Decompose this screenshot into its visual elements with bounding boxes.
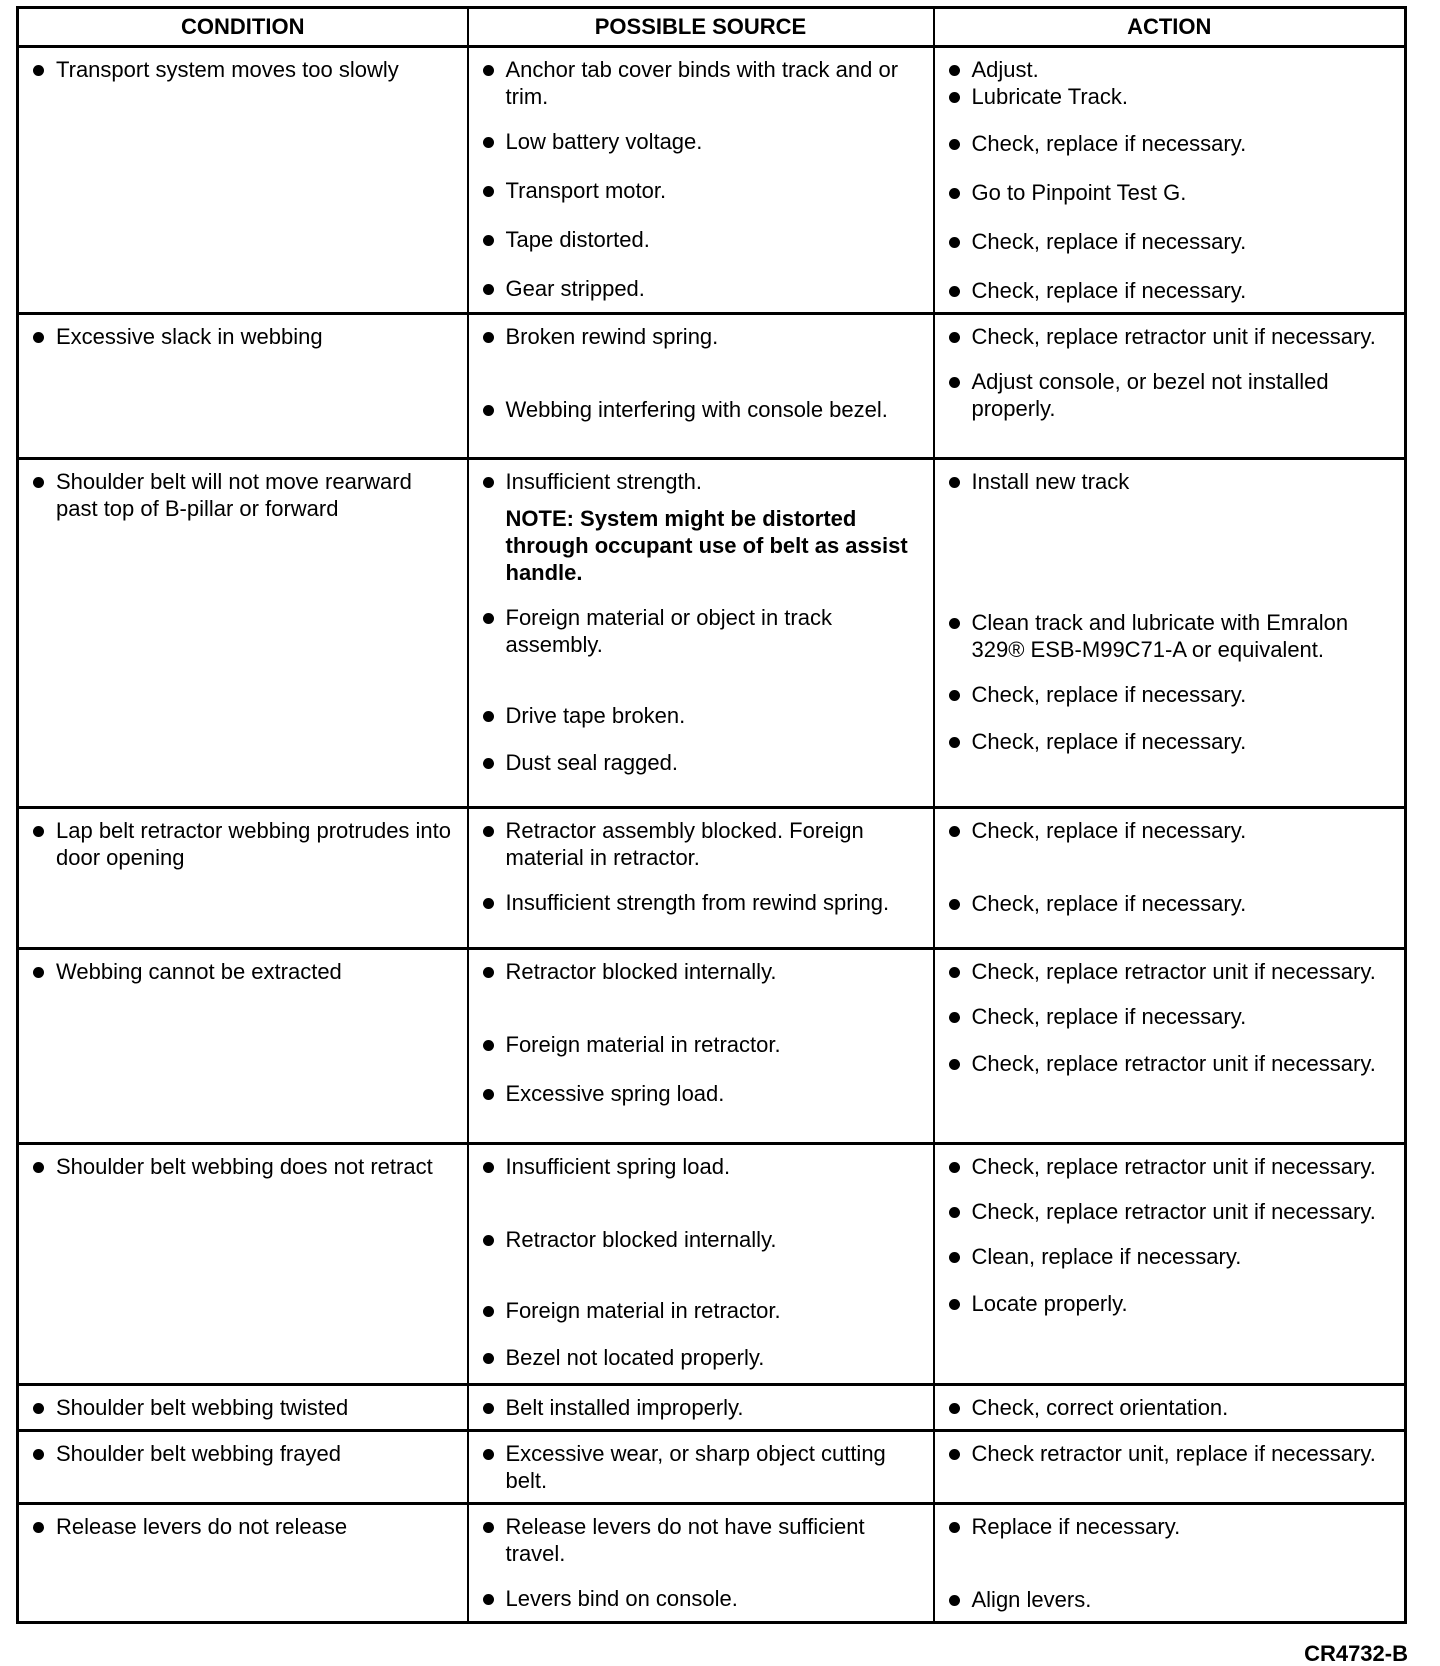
action-item: Check, replace if necessary.: [945, 228, 1397, 255]
source-item: Foreign material in retractor.: [479, 1297, 925, 1324]
action-header: ACTION: [934, 8, 1406, 47]
source-item: Gear stripped.: [479, 275, 925, 302]
action-item: Align levers.: [945, 1586, 1397, 1613]
action-item: Check, replace if necessary.: [945, 890, 1397, 917]
source-item: Excessive wear, or sharp object cutting belt.: [479, 1440, 925, 1494]
action-item: Check, replace retractor unit if necessary.: [945, 1153, 1397, 1180]
source-item: Dust seal ragged.: [479, 749, 925, 776]
source-cell: [468, 314, 934, 459]
table-row: [18, 314, 1406, 459]
action-cell: [934, 1431, 1406, 1504]
action-item: Check, replace if necessary.: [945, 817, 1397, 844]
action-item: Adjust console, or bezel not installed properly.: [945, 368, 1397, 422]
table-row: [18, 1431, 1406, 1504]
source-item: Levers bind on console.: [479, 1585, 925, 1612]
condition-cell: [18, 1431, 468, 1504]
condition-cell: [18, 1385, 468, 1431]
action-item: Install new track: [945, 468, 1397, 495]
action-cell: [934, 47, 1406, 314]
source-item: Webbing interfering with console bezel.: [479, 396, 925, 423]
action-item: Check, replace if necessary.: [945, 1003, 1397, 1030]
source-cell: [468, 949, 934, 1144]
source-item: Broken rewind spring.: [479, 323, 925, 350]
source-cell: [468, 1144, 934, 1385]
table-row: [18, 808, 1406, 949]
action-cell: [934, 314, 1406, 459]
condition-cell: [18, 1144, 468, 1385]
condition-cell: [18, 1504, 468, 1623]
condition-cell: [18, 808, 468, 949]
figure-code: CR4732-B: [1304, 1641, 1408, 1666]
action-item: Check, replace retractor unit if necessary.: [945, 958, 1397, 985]
possible-source-header: POSSIBLE SOURCE: [468, 8, 934, 47]
action-item: Check, replace retractor unit if necessary.: [945, 1198, 1397, 1225]
action-item: Locate properly.: [945, 1290, 1397, 1317]
diagnosis-chart: [16, 6, 1404, 1624]
action-item: Check, correct orientation.: [945, 1394, 1397, 1421]
note-text: NOTE: System might be distorted through occupant use of belt as assist handle.: [505, 506, 908, 585]
source-item: Anchor tab cover binds with track and or trim.: [479, 56, 925, 110]
action-cell: [934, 1504, 1406, 1623]
condition-item: Shoulder belt webbing frayed: [29, 1440, 459, 1467]
source-cell: [468, 1385, 934, 1431]
condition-header: CONDITION: [18, 8, 468, 47]
condition-cell: [18, 949, 468, 1144]
source-item: Insufficient spring load.: [479, 1153, 925, 1180]
source-cell: [468, 1431, 934, 1504]
condition-item: Transport system moves too slowly: [29, 56, 459, 83]
action-item: Check, replace retractor unit if necessary.: [945, 1050, 1397, 1077]
condition-item: Lap belt retractor webbing protrudes into door opening: [29, 817, 459, 871]
source-item: Release levers do not have sufficient travel.: [479, 1513, 925, 1567]
source-item: Foreign material in retractor.: [479, 1031, 925, 1058]
action-item: Adjust.: [945, 56, 1397, 83]
action-item: Check, replace retractor unit if necessary.: [945, 323, 1397, 350]
condition-cell: [18, 47, 468, 314]
table-row: [18, 459, 1406, 808]
action-item: Check, replace if necessary.: [945, 681, 1397, 708]
condition-item: Shoulder belt webbing does not retract: [29, 1153, 459, 1180]
action-item: Go to Pinpoint Test G.: [945, 179, 1397, 206]
source-item: Retractor blocked internally.: [479, 1226, 925, 1253]
action-item: Lubricate Track.: [945, 83, 1397, 110]
action-cell: [934, 949, 1406, 1144]
source-item: Tape distorted.: [479, 226, 925, 253]
source-item: Retractor assembly blocked. Foreign material in retractor.: [479, 817, 925, 871]
action-cell: [934, 808, 1406, 949]
source-item: Drive tape broken.: [479, 702, 925, 729]
source-item: Transport motor.: [479, 177, 925, 204]
condition-item: Webbing cannot be extracted: [29, 958, 459, 985]
action-cell: [934, 1385, 1406, 1431]
condition-item: Excessive slack in webbing: [29, 323, 459, 350]
source-item: Low battery voltage.: [479, 128, 925, 155]
action-cell: [934, 459, 1406, 808]
source-item: Retractor blocked internally.: [479, 958, 925, 985]
source-item: Foreign material or object in track assembly.: [479, 604, 925, 658]
diagnosis-table: [16, 6, 1407, 1624]
action-item: Check retractor unit, replace if necessary.: [945, 1440, 1397, 1467]
source-item: Insufficient strength from rewind spring.: [479, 889, 925, 916]
source-item: Belt installed improperly.: [479, 1394, 925, 1421]
action-item: Check, replace if necessary.: [945, 277, 1397, 304]
header-row: [18, 8, 1406, 47]
source-item: Insufficient strength.: [479, 468, 925, 495]
source-item: Bezel not located properly.: [479, 1344, 925, 1371]
action-item: Clean, replace if necessary.: [945, 1243, 1397, 1270]
source-cell: [468, 47, 934, 314]
action-cell: [934, 1144, 1406, 1385]
condition-item: Shoulder belt will not move rearward past top of B-pillar or forward: [29, 468, 459, 522]
action-item: Clean track and lubricate with Emralon 329® ESB-M99C71-A or equivalent.: [945, 609, 1397, 663]
action-item: Check, replace if necessary.: [945, 130, 1397, 157]
condition-item: Shoulder belt webbing twisted: [29, 1394, 459, 1421]
table-row: [18, 47, 1406, 314]
table-row: [18, 949, 1406, 1144]
source-cell: [468, 459, 934, 808]
table-row: [18, 1504, 1406, 1623]
table-row: [18, 1144, 1406, 1385]
source-cell: [468, 808, 934, 949]
table-row: [18, 1385, 1406, 1431]
action-item: Replace if necessary.: [945, 1513, 1397, 1540]
condition-item: Release levers do not release: [29, 1513, 459, 1540]
source-item: Excessive spring load.: [479, 1080, 925, 1107]
action-item: Check, replace if necessary.: [945, 728, 1397, 755]
source-cell: [468, 1504, 934, 1623]
condition-cell: [18, 314, 468, 459]
condition-cell: [18, 459, 468, 808]
